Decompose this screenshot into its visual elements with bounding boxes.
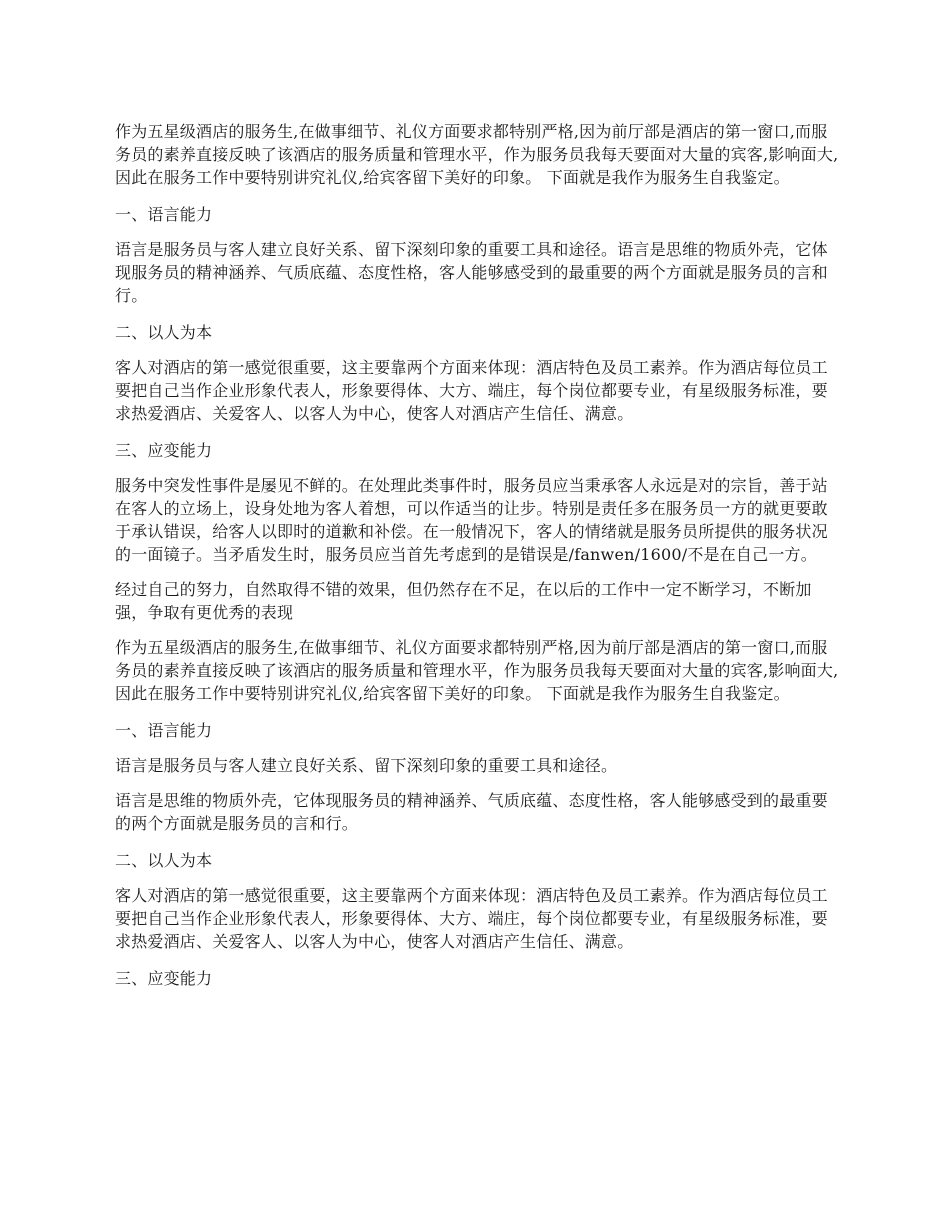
- section-heading-people-first-repeat: 二、以人为本: [115, 851, 213, 870]
- language-paragraph-part2: 语言是思维的物质外壳，它体现服务员的精神涵养、气质底蕴、态度性格，客人能够感受到的最重要的两个方面就是服务员的言和行。: [115, 791, 828, 833]
- intro-paragraph-repeat: 作为五星级酒店的服务生,在做事细节、礼仪方面要求都特别严格,因为前厅部是酒店的第一窗口,而服务员的素养直接反映了该酒店的服务质量和管理水平，作为服务员我每天要面对大量的宾客,影响面大,因此在服务工作中要特别讲究礼仪,给宾客留下美好的印象。 下面就是我作为服务生自我鉴定。: [115, 638, 839, 703]
- people-first-paragraph-repeat: 客人对酒店的第一感觉很重要，这主要靠两个方面来体现：酒店特色及员工素养。作为酒店每位员工要把自己当作企业形象代表人，形象要得体、大方、端庄，每个岗位都要专业，有星级服务标准，要求热爱酒店、关爱客人、以客人为中心，使客人对酒店产生信任、满意。: [115, 886, 828, 951]
- section-heading-adaptability-repeat: 三、应变能力: [115, 969, 213, 988]
- section-heading-language: 一、语言能力: [115, 205, 213, 224]
- document-page: [115, 120, 839, 1002]
- language-paragraph: 语言是服务员与客人建立良好关系、留下深刻印象的重要工具和途径。语言是思维的物质外壳，它体现服务员的精神涵养、气质底蕴、态度性格，客人能够感受到的最重要的两个方面就是服务员的言和行。: [115, 240, 828, 305]
- people-first-paragraph: 客人对酒店的第一感觉很重要，这主要靠两个方面来体现：酒店特色及员工素养。作为酒店每位员工要把自己当作企业形象代表人，形象要得体、大方、端庄，每个岗位都要专业，有星级服务标准，要求热爱酒店、关爱客人、以客人为中心，使客人对酒店产生信任、满意。: [115, 358, 828, 423]
- intro-paragraph: 作为五星级酒店的服务生,在做事细节、礼仪方面要求都特别严格,因为前厅部是酒店的第一窗口,而服务员的素养直接反映了该酒店的服务质量和管理水平，作为服务员我每天要面对大量的宾客,影响面大,因此在服务工作中要特别讲究礼仪,给宾客留下美好的印象。 下面就是我作为服务生自我鉴定。: [115, 122, 839, 187]
- language-paragraph-part1: 语言是服务员与客人建立良好关系、留下深刻印象的重要工具和途径。: [115, 756, 618, 775]
- adaptability-paragraph: 服务中突发性事件是屡见不鲜的。在处理此类事件时，服务员应当秉承客人永远是对的宗旨，善于站在客人的立场上，设身处地为客人着想，可以作适当的让步。特别是责任多在服务员一方的就更要敢于承认错误，给客人以即时的道歉和补偿。在一般情况下，客人的情绪就是服务员所提供的服务状况的一面镜子。当矛盾发生时，服务员应当首先考虑到的是错误是/fanwen/1600/不是在自己一方。: [115, 476, 828, 564]
- conclusion-paragraph: 经过自己的努力，自然取得不错的效果，但仍然存在不足，在以后的工作中一定不断学习，不断加强，争取有更优秀的表现: [115, 580, 812, 622]
- section-heading-people-first: 二、以人为本: [115, 323, 213, 342]
- section-heading-language-repeat: 一、语言能力: [115, 721, 213, 740]
- section-heading-adaptability: 三、应变能力: [115, 441, 213, 460]
